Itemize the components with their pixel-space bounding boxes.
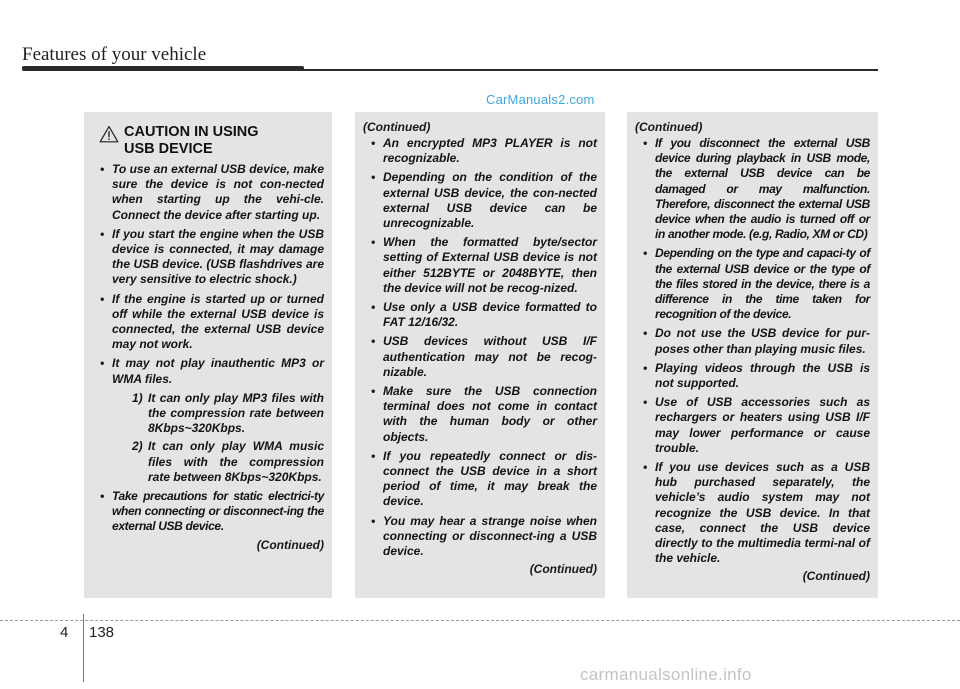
continued-label: (Continued) [256,537,324,552]
list-item-text: Use of USB accessories such as rechargers or heaters using USB I/F may lower performance or cause trouble. [655,395,870,455]
list-item [363,300,597,330]
footer-dashed-rule [0,620,960,621]
list-item [363,384,597,445]
list-item [635,326,870,356]
list-item [363,449,597,510]
list-item [363,136,597,166]
bullet-dot: • [371,448,376,463]
list-item-text: Make sure the USB connection terminal does not come in contact with the human body or other objects. [383,384,597,444]
warning-triangle-icon [99,125,119,143]
list-item-text: Do not use the USB device for pur-poses other than playing music files. [655,326,870,356]
list-item-text: If the engine is started up or turned off while the external USB device is connected, the external USB device may not work. [112,291,324,352]
continued-top-label: (Continued) [363,120,431,134]
caution-heading [92,124,324,158]
watermark-link-top[interactable]: CarManuals2.com [486,92,595,107]
list-item [635,395,870,456]
footer-divider [83,614,84,682]
list-item [363,334,597,380]
bullet-dot: • [100,226,105,241]
list-item [92,489,324,535]
bullet-dot: • [371,300,376,315]
bullet-dot: • [643,360,648,375]
caution-title-line1: CAUTION IN USING [124,124,259,140]
caution-panel-left [84,112,332,598]
page-header-title: Features of your vehicle [22,44,207,65]
list-item-text: Depending on the condition of the external USB device, the con-nected external USB device can be unrecognizable. [383,170,597,231]
list-item-text: Take precautions for static electrici-ty when connecting or disconnect-ing the external USB device. [112,489,324,534]
bullet-dot: • [371,334,376,349]
header-rule-thick [22,66,304,71]
list-item-text: Use only a USB device formatted to FAT 12/16/32. [383,300,597,330]
continued-top-label: (Continued) [635,120,703,134]
list-item [92,227,324,288]
sub-item-text: It can only play MP3 files with the compression rate between 8Kbps~320Kbps. [148,390,324,436]
bullet-dot: • [100,162,105,176]
list-item-text: If you repeatedly connect or dis-connect the USB device in a short period of time, it may break the device. [383,448,597,509]
page-number: 138 [89,624,115,641]
bullet-dot: • [643,460,648,475]
sub-item-text: It can only play WMA music files with the compression rate between 8Kbps~320Kbps. [148,439,324,484]
bullet-dot: • [643,246,647,261]
list-item [92,356,324,485]
sub-item-number: 2) [132,439,143,454]
list-item-text: You may hear a strange noise when connecting or disconnect-ing a USB device. [383,513,597,559]
caution-panel-right [627,112,878,598]
list-item-text: It may not play inauthentic MP3 or WMA files. [112,356,324,386]
bullet-dot: • [371,235,376,250]
list-item [92,162,324,223]
bullet-dot: • [371,136,376,150]
bullet-dot: • [371,170,376,185]
bullet-dot: • [643,136,647,150]
list-item [363,170,597,231]
list-item [635,136,870,242]
list-item [363,235,597,296]
sub-list-item [112,391,324,437]
header-rule-thin [300,69,878,71]
list-item-text: Depending on the type and capaci-ty of the external USB device or the type of the files stored in the device, there is a difference in the time taken for recognition of the device. [655,246,870,322]
bullet-dot: • [100,489,104,504]
sub-list-item [112,439,324,485]
sub-list [112,391,324,485]
caution-panel-middle [355,112,605,598]
list-item-text: Playing videos through the USB is not supported. [655,360,870,391]
bullet-dot: • [371,384,376,399]
continued-label: (Continued) [802,569,870,584]
list-item [635,460,870,566]
caution-title [124,124,324,158]
watermark-link-bottom[interactable]: carmanualsonline.info [580,665,752,684]
list-item-text: An encrypted MP3 PLAYER is not recognizable. [383,136,597,166]
list-item [363,514,597,560]
list-item-text: If you disconnect the external USB device during playback in USB mode, the external USB device can be damaged or may malfunction. Therefore, disconnect the external USB device when the audio is turned off or in another mode. (e.g, Radio, XM or CD) [655,136,870,242]
chapter-number: 4 [60,624,69,641]
bullet-dot: • [100,356,105,371]
sub-item-number: 1) [132,390,143,405]
list-item-text: USB devices without USB I/F authentication may not be recog-nizable. [383,334,597,379]
bullet-dot: • [643,326,648,341]
caution-list-left [92,162,324,535]
bullet-dot: • [371,513,376,528]
caution-list-middle [363,136,597,559]
list-item-text: If you use devices such as a USB hub purchased separately, the vehicle’s audio system may not recognize the USB device. In that case, connect the USB device directly to the multimedia termi-nal of the vehicle. [655,460,870,566]
continued-label: (Continued) [529,562,597,577]
list-item [635,246,870,322]
list-item-text: If you start the engine when the USB device is connected, it may damage the USB device. (USB flashdrives are very sensitive to electric shock.) [112,226,324,287]
caution-list-right [635,136,870,566]
bullet-dot: • [643,395,648,410]
caution-title-line2: USB DEVICE [124,141,213,157]
bullet-dot: • [100,291,105,306]
list-item-text: When the formatted byte/sector setting of External USB device is not either 512BYTE or 2048BYTE, then the device will not be recog-nized. [383,235,597,295]
list-item-text: To use an external USB device, make sure the device is not con-nected when starting up the vehi-cle. Connect the device after starting up. [112,162,324,222]
list-item [635,361,870,391]
list-item [92,292,324,353]
